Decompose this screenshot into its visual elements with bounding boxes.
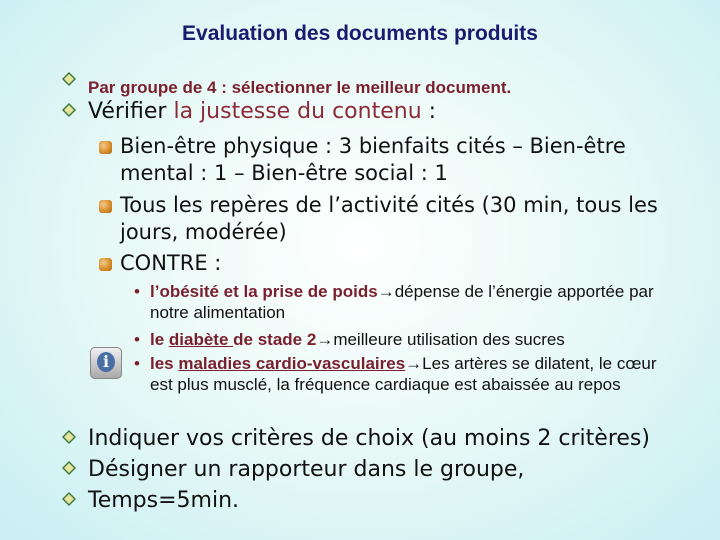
diabete-underlined: diabète bbox=[168, 330, 234, 349]
bullet-dot: • bbox=[134, 354, 140, 373]
item-criteres: Indiquer vos critères de choix (au moins 2 critères) bbox=[88, 426, 650, 451]
bullet-dot: • bbox=[134, 282, 140, 301]
sub-reperes: Tous les repères de l’activité cités (30 min, tous les jours, modérée) bbox=[120, 193, 658, 244]
orange-square-icon bbox=[99, 141, 112, 154]
item-temps: Temps=5min. bbox=[88, 488, 240, 513]
diamond-bullet-icon bbox=[62, 103, 76, 117]
verify-text: Vérifier bbox=[88, 99, 174, 124]
diamond-bullet-icon bbox=[62, 430, 76, 444]
orange-square-icon bbox=[99, 200, 112, 213]
bullet-dot: • bbox=[134, 330, 140, 349]
item-rapporteur: Désigner un rapporteur dans le groupe, bbox=[88, 457, 525, 482]
item-verify bbox=[88, 99, 436, 125]
cardio-pre: les bbox=[150, 354, 179, 373]
sub-contre: CONTRE : bbox=[120, 251, 222, 275]
item-select-best: Par groupe de 4 : sélectionner le meilleur document. bbox=[88, 78, 512, 97]
contre-cardio bbox=[150, 353, 670, 395]
contre-diabete bbox=[150, 329, 670, 350]
arrow-icon: → bbox=[377, 282, 395, 301]
diabete-pre: le bbox=[150, 330, 169, 349]
cardio-underlined: maladies cardio-vasculaires bbox=[178, 354, 406, 373]
obesite-rest: dépense de l’énergie apportée par notre alimentation bbox=[150, 282, 654, 322]
info-glyph: i bbox=[97, 352, 115, 372]
slide-title: Evaluation des documents produits bbox=[182, 22, 538, 45]
sub-physique: Bien-être physique : 3 bienfaits cités – Bien-être mental : 1 – Bien-être social : 1 bbox=[120, 134, 626, 185]
arrow-icon: → bbox=[316, 330, 334, 349]
diamond-bullet-icon bbox=[62, 461, 76, 475]
orange-square-icon bbox=[99, 258, 112, 271]
verify-colon: : bbox=[421, 99, 437, 124]
cardio-rest: Les artères se dilatent, le cœur est plus musclé, la fréquence cardiaque est abaissée au repos bbox=[150, 354, 657, 394]
diamond-bullet-icon bbox=[62, 72, 76, 86]
contre-obesite bbox=[150, 281, 670, 323]
obesite-bold: l’obésité et la prise de poids bbox=[150, 282, 378, 301]
arrow-icon: → bbox=[405, 354, 423, 373]
diamond-bullet-icon bbox=[62, 492, 76, 506]
info-icon bbox=[90, 347, 122, 379]
diabete-bold: de stade 2 bbox=[233, 330, 317, 349]
diabete-rest: meilleure utilisation des sucres bbox=[333, 330, 565, 349]
verify-highlight: la justesse du contenu bbox=[173, 99, 422, 124]
